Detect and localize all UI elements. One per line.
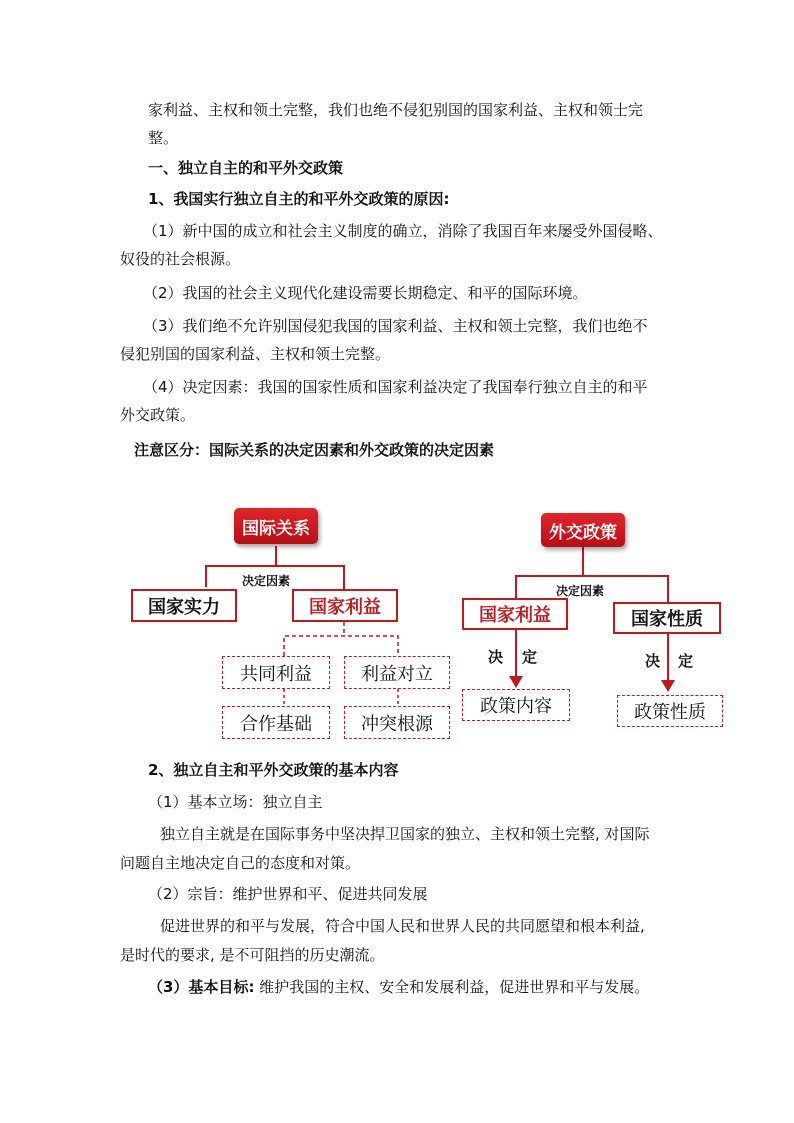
international-relations-box: 国际关系 [234, 508, 318, 544]
national-interest-box: 国家利益 [292, 589, 398, 622]
national-interest-box: 国家利益 [462, 598, 568, 630]
text-line: （1）新中国的成立和社会主义制度的确立，消除了我国百年来屡受外国侵略、 [143, 222, 663, 240]
text-line: 家利益、主权和领土完整，我们也绝不侵犯别国的国家利益、主权和领士完 [148, 101, 644, 119]
national-strength-box: 国家实力 [131, 589, 237, 622]
decide-label: 决 [645, 652, 661, 670]
text-line: 独立自主就是在国际事务中坚决捍卫国家的独立、主权和领土完整, 对国际 [160, 825, 650, 843]
text-line: 问题自主地决定自己的态度和对策。 [120, 854, 361, 872]
text-line: 促进世界的和平与发展，符合中国人民和世界人民的共同愿望和根本利益, [160, 917, 645, 935]
policy-nature-box: 政策性质 [617, 695, 723, 727]
national-nature-box: 国家性质 [613, 602, 721, 634]
text-line: 侵犯别国的国家利益、主权和领土完整。 [120, 345, 391, 363]
text-line: （2）我国的社会主义现代化建设需要长期稳定、和平的国际环境。 [143, 284, 588, 302]
decide-label: 定 [522, 648, 538, 666]
text-line: （4）决定因素：我国的国家性质和国家利益决定了我国奉行独立自主的和平 [143, 378, 648, 396]
conflict-source-box: 冲突根源 [344, 706, 450, 739]
foreign-policy-box: 外交政策 [541, 513, 625, 547]
text-line: 是时代的要求, 是不可阻挡的历史潮流。 [120, 946, 385, 964]
decide-label: 决 [488, 648, 504, 666]
policy-content-box: 政策内容 [462, 689, 570, 721]
cooperation-basis-box: 合作基础 [222, 706, 330, 739]
subsection-heading: 2、独立自主和平外交政策的基本内容 [148, 761, 399, 779]
text-line: 奴役的社会根源。 [120, 250, 241, 268]
interest-opposition-box: 利益对立 [344, 656, 450, 689]
text-line: （2）宗旨：维护世界和平、促进共同发展 [148, 885, 428, 903]
text-line [148, 977, 649, 997]
text-line: 外交政策。 [120, 406, 196, 424]
decisive-factor-label: 决定因素 [556, 584, 605, 598]
goal-text: 维护我国的主权、安全和发展利益，促进世界和平与发展。 [254, 978, 650, 996]
section-heading: 一、独立自主的和平外交政策 [148, 159, 344, 177]
decide-label: 定 [678, 652, 694, 670]
note-heading: 注意区分：国际关系的决定因素和外交政策的决定因素 [134, 441, 495, 459]
goal-label: （3）基本目标: [148, 978, 255, 996]
common-interest-box: 共同利益 [222, 656, 330, 689]
text-line: 整。 [148, 129, 179, 147]
text-line: （1）基本立场：独立自主 [148, 793, 323, 811]
subsection-heading: 1、我国实行独立自主的和平外交政策的原因: [148, 190, 450, 208]
decisive-factor-label: 决定因素 [242, 574, 291, 588]
text-line: （3）我们绝不允许别国侵犯我国的国家利益、主权和领土完整，我们也绝不 [143, 317, 648, 335]
